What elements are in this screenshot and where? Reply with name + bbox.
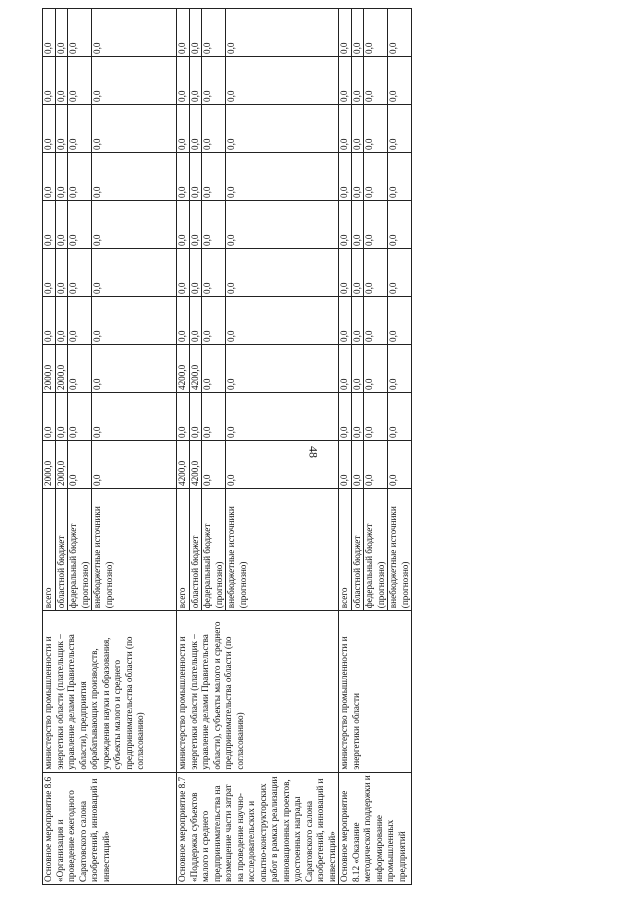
value-cell: 0,0	[43, 393, 56, 441]
rotated-table-container	[42, 8, 559, 885]
value-cell: 0,0	[351, 393, 364, 441]
source-cell: всего	[43, 489, 56, 611]
value-cell: 0,0	[43, 297, 56, 345]
value-cell: 0,0	[55, 57, 68, 105]
value-cell: 0,0	[388, 441, 412, 489]
value-cell: 0,0	[226, 105, 339, 153]
value-cell: 0,0	[351, 57, 364, 105]
source-cell: внебюджетные источники (прогнозно)	[388, 489, 412, 611]
source-cell: федеральный бюджет (прогнозно)	[68, 489, 92, 611]
value-cell: 0,0	[189, 105, 202, 153]
source-cell: федеральный бюджет (прогнозно)	[364, 489, 388, 611]
value-cell: 0,0	[177, 201, 190, 249]
value-cell: 0,0	[226, 153, 339, 201]
value-cell: 4200,0	[189, 345, 202, 393]
value-cell: 0,0	[68, 105, 92, 153]
value-cell: 2000,0	[55, 441, 68, 489]
value-cell: 0,0	[68, 297, 92, 345]
value-cell: 0,0	[339, 393, 352, 441]
value-cell: 0,0	[339, 201, 352, 249]
executor-cell: министерство промышленности и энергетики области (плательщик – управление делами Правительства области), предприятия обрабатывающих производств, учреждения науки и образования, субъекты малого и среднего предпринимательства области (по согласованию)	[43, 611, 177, 772]
value-cell: 0,0	[202, 297, 226, 345]
value-cell: 0,0	[202, 105, 226, 153]
value-cell: 0,0	[68, 249, 92, 297]
value-cell: 0,0	[202, 345, 226, 393]
value-cell: 0,0	[177, 297, 190, 345]
value-cell: 0,0	[364, 105, 388, 153]
value-cell: 0,0	[339, 345, 352, 393]
value-cell: 0,0	[351, 153, 364, 201]
value-cell: 0,0	[92, 9, 177, 57]
value-cell: 0,0	[351, 249, 364, 297]
value-cell: 0,0	[364, 297, 388, 345]
value-cell: 0,0	[68, 153, 92, 201]
value-cell: 0,0	[92, 441, 177, 489]
value-cell: 0,0	[55, 201, 68, 249]
value-cell: 0,0	[226, 201, 339, 249]
funding-table	[42, 8, 412, 885]
value-cell: 0,0	[388, 393, 412, 441]
value-cell: 0,0	[189, 153, 202, 201]
value-cell: 0,0	[68, 201, 92, 249]
value-cell: 0,0	[388, 297, 412, 345]
value-cell: 0,0	[388, 345, 412, 393]
source-cell: областной бюджет	[189, 489, 202, 611]
value-cell: 0,0	[364, 57, 388, 105]
value-cell: 0,0	[92, 201, 177, 249]
value-cell: 0,0	[364, 345, 388, 393]
value-cell: 0,0	[92, 153, 177, 201]
value-cell: 0,0	[364, 393, 388, 441]
value-cell: 0,0	[339, 441, 352, 489]
value-cell: 0,0	[189, 9, 202, 57]
value-cell: 0,0	[351, 201, 364, 249]
value-cell: 0,0	[388, 153, 412, 201]
value-cell: 0,0	[92, 393, 177, 441]
value-cell: 0,0	[55, 105, 68, 153]
value-cell: 0,0	[68, 393, 92, 441]
value-cell: 0,0	[43, 249, 56, 297]
value-cell: 0,0	[55, 153, 68, 201]
value-cell: 0,0	[68, 9, 92, 57]
value-cell: 0,0	[388, 105, 412, 153]
value-cell: 0,0	[339, 9, 352, 57]
value-cell: 0,0	[226, 9, 339, 57]
value-cell: 0,0	[43, 153, 56, 201]
value-cell: 2000,0	[55, 345, 68, 393]
value-cell: 0,0	[43, 201, 56, 249]
table-row	[43, 9, 56, 885]
value-cell: 2000,0	[43, 345, 56, 393]
value-cell: 0,0	[388, 9, 412, 57]
executor-cell: министерство промышленности и энергетики области (плательщик – управление делами Правительства области), субъекты малого и среднего предпринимательства области (по согласованию)	[177, 611, 339, 772]
value-cell: 0,0	[202, 153, 226, 201]
funding-table-body	[43, 9, 412, 885]
value-cell: 0,0	[189, 393, 202, 441]
value-cell: 0,0	[226, 393, 339, 441]
value-cell: 0,0	[92, 105, 177, 153]
value-cell: 0,0	[55, 9, 68, 57]
value-cell: 0,0	[226, 57, 339, 105]
value-cell: 0,0	[43, 57, 56, 105]
value-cell: 0,0	[226, 297, 339, 345]
table-row	[177, 9, 190, 885]
value-cell: 2000,0	[43, 441, 56, 489]
source-cell: федеральный бюджет (прогнозно)	[202, 489, 226, 611]
value-cell: 4200,0	[189, 441, 202, 489]
value-cell: 0,0	[202, 57, 226, 105]
value-cell: 0,0	[189, 57, 202, 105]
value-cell: 0,0	[364, 441, 388, 489]
value-cell: 0,0	[43, 9, 56, 57]
measure-cell: Основное мероприятие 8.7 «Поддержка субъектов малого и среднего предпринимательства на возмещение части затрат на проведение научно-исследовательских и опытно-конструкторских работ в рамках реализации инновационных проектов, удостоенных награды Саратовского салона изобретений, инноваций и инвестиций»	[177, 772, 339, 884]
value-cell: 0,0	[226, 345, 339, 393]
value-cell: 0,0	[92, 345, 177, 393]
value-cell: 0,0	[177, 57, 190, 105]
value-cell: 0,0	[364, 249, 388, 297]
table-row	[339, 9, 352, 885]
value-cell: 0,0	[68, 57, 92, 105]
value-cell: 0,0	[68, 441, 92, 489]
value-cell: 0,0	[189, 249, 202, 297]
source-cell: всего	[177, 489, 190, 611]
measure-cell: Основное мероприятие 8.12 «Оказание методической поддержки и информирование промышленных предприятий	[339, 772, 412, 884]
page-number: 48	[306, 446, 321, 458]
measure-cell: Основное мероприятие 8.6 «Организация и проведение ежегодного Саратовского салона изобретений, инноваций и инвестиций»	[43, 772, 177, 884]
value-cell: 0,0	[351, 441, 364, 489]
value-cell: 0,0	[177, 249, 190, 297]
value-cell: 0,0	[388, 57, 412, 105]
value-cell: 0,0	[226, 249, 339, 297]
value-cell: 0,0	[177, 153, 190, 201]
value-cell: 4200,0	[177, 441, 190, 489]
value-cell: 0,0	[364, 201, 388, 249]
value-cell: 0,0	[43, 105, 56, 153]
value-cell: 0,0	[364, 153, 388, 201]
value-cell: 0,0	[92, 297, 177, 345]
value-cell: 0,0	[177, 105, 190, 153]
executor-cell: министерство промышленности и энергетики области	[339, 611, 412, 772]
source-cell: всего	[339, 489, 352, 611]
value-cell: 0,0	[351, 9, 364, 57]
value-cell: 0,0	[55, 249, 68, 297]
value-cell: 0,0	[202, 441, 226, 489]
value-cell: 0,0	[351, 105, 364, 153]
value-cell: 0,0	[189, 297, 202, 345]
value-cell: 0,0	[189, 201, 202, 249]
value-cell: 0,0	[339, 153, 352, 201]
value-cell: 0,0	[388, 249, 412, 297]
value-cell: 0,0	[202, 249, 226, 297]
value-cell: 0,0	[339, 249, 352, 297]
value-cell: 0,0	[202, 201, 226, 249]
value-cell: 0,0	[177, 393, 190, 441]
value-cell: 0,0	[351, 297, 364, 345]
value-cell: 0,0	[177, 9, 190, 57]
value-cell: 0,0	[92, 57, 177, 105]
source-cell: областной бюджет	[351, 489, 364, 611]
value-cell: 0,0	[202, 9, 226, 57]
value-cell: 0,0	[92, 249, 177, 297]
value-cell: 0,0	[351, 345, 364, 393]
source-cell: внебюджетные источники (прогнозно)	[92, 489, 177, 611]
value-cell: 0,0	[55, 297, 68, 345]
value-cell: 0,0	[388, 201, 412, 249]
value-cell: 0,0	[339, 57, 352, 105]
value-cell: 0,0	[339, 105, 352, 153]
value-cell: 4200,0	[177, 345, 190, 393]
value-cell: 0,0	[68, 345, 92, 393]
value-cell: 0,0	[202, 393, 226, 441]
value-cell: 0,0	[364, 9, 388, 57]
value-cell: 0,0	[55, 393, 68, 441]
value-cell: 0,0	[339, 297, 352, 345]
value-cell: 0,0	[226, 441, 339, 489]
source-cell: внебюджетные источники (прогнозно)	[226, 489, 339, 611]
source-cell: областной бюджет	[55, 489, 68, 611]
